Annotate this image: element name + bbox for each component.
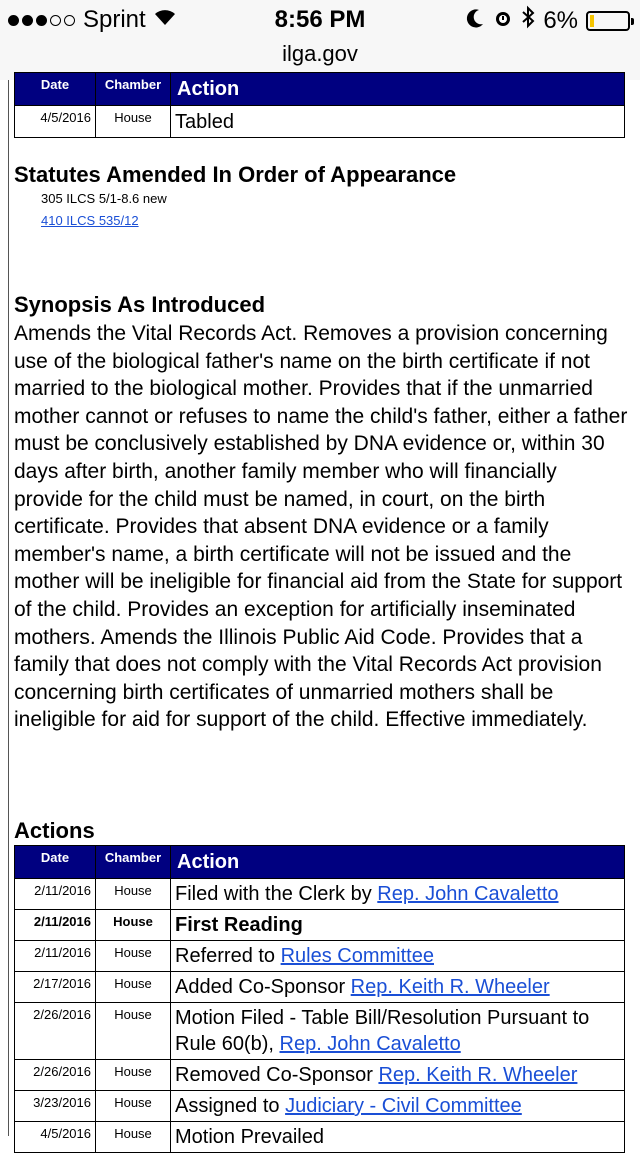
- action-text: Referred to: [175, 945, 281, 967]
- action-text: Filed with the Clerk by: [175, 883, 378, 905]
- cell-action: [171, 879, 625, 910]
- action-link[interactable]: Rep. John Cavaletto: [279, 1033, 461, 1055]
- table-header-row: [15, 73, 625, 106]
- action-link[interactable]: Judiciary - Civil Committee: [285, 1095, 522, 1117]
- header-chamber: Chamber: [96, 846, 171, 879]
- alarm-icon: [493, 7, 513, 35]
- cell-chamber: House: [96, 910, 171, 941]
- statute-link[interactable]: [41, 213, 139, 228]
- cell-chamber: House: [96, 106, 171, 138]
- header-date: Date: [15, 846, 96, 879]
- left-border: [8, 80, 9, 1136]
- action-text: Motion Filed - Table Bill/Resolution Pursuant to: [175, 1007, 590, 1029]
- cell-action: [171, 1122, 625, 1153]
- cell-chamber: House: [96, 1122, 171, 1153]
- table-row: [15, 1122, 625, 1153]
- header-action: Action: [171, 846, 625, 879]
- status-bar: [0, 0, 640, 40]
- statute-link-text[interactable]: 410 ILCS 535/12: [41, 213, 139, 228]
- cell-chamber: House: [96, 1091, 171, 1122]
- clock: 8:56 PM: [274, 6, 366, 33]
- cell-date: 2/11/2016: [15, 910, 96, 941]
- cell-date: 2/17/2016: [15, 972, 96, 1003]
- status-right: [467, 6, 630, 35]
- cell-action: Tabled: [171, 106, 625, 138]
- url-domain[interactable]: ilga.gov: [282, 41, 358, 66]
- cell-date: 2/11/2016: [15, 879, 96, 910]
- header-chamber: Chamber: [96, 73, 171, 106]
- action-text: Removed Co-Sponsor: [175, 1064, 379, 1086]
- cell-date: 2/26/2016: [15, 1003, 96, 1060]
- table-header-row: [15, 846, 625, 879]
- cell-action: [171, 1060, 625, 1091]
- action-link[interactable]: Rules Committee: [280, 945, 434, 967]
- cell-date: 2/26/2016: [15, 1060, 96, 1091]
- top-actions-table: [14, 72, 625, 138]
- synopsis-text: Amends the Vital Records Act. Removes a provision concerning use of the biological father's name on the birth certificate if not married to the biological mother. Provides that if the unmarried mother cannot or refuses to name the child's father, either a father must be conclusively established by DNA evidence or, within 30 days after birth, another family member who will financially provide for the child must be named, in court, on the birth certificate. Provides that absent DNA evidence or a family member's name, a birth certificate will not be issued and the mother will be ineligible for financial aid from the State for support of the child. Provides an exception for artificially inseminated mothers. Amends the Illinois Public Aid Code. Provides that a family that does not comply with the Vital Records Act provision concerning birth certificates of unmarried mothers shall be ineligible for aid for support of the child. Effective immediately.: [14, 322, 628, 732]
- battery-icon: [586, 11, 630, 31]
- cell-chamber: House: [96, 1003, 171, 1060]
- table-row: [15, 910, 625, 941]
- cell-date: 4/5/2016: [15, 1122, 96, 1153]
- table-row: [15, 1003, 625, 1060]
- action-link[interactable]: Rep. Keith R. Wheeler: [350, 976, 550, 998]
- page-content: [0, 77, 640, 1148]
- actions-table: [14, 845, 625, 1153]
- battery-percent: 6%: [543, 6, 578, 34]
- cell-chamber: House: [96, 879, 171, 910]
- cell-action: [171, 941, 625, 972]
- synopsis-heading: Synopsis As Introduced: [14, 292, 266, 317]
- cell-chamber: House: [96, 972, 171, 1003]
- header-action: Action: [171, 73, 625, 106]
- action-text: Added Co-Sponsor: [175, 976, 351, 998]
- action-text: Assigned to: [175, 1095, 286, 1117]
- bluetooth-icon: [521, 6, 535, 35]
- table-row: [15, 1091, 625, 1122]
- action-text: First Reading: [175, 914, 303, 936]
- action-link[interactable]: Rep. Keith R. Wheeler: [378, 1064, 578, 1086]
- cell-chamber: House: [96, 941, 171, 972]
- moon-icon: [467, 7, 485, 35]
- table-row: [15, 941, 625, 972]
- action-text-line2: Rule 60(b),: [175, 1033, 280, 1055]
- action-rows: [15, 879, 625, 1153]
- cell-date: 3/23/2016: [15, 1091, 96, 1122]
- cell-action: [171, 1091, 625, 1122]
- table-row: [15, 106, 625, 138]
- statute-item: 305 ILCS 5/1-8.6 new: [41, 191, 167, 206]
- action-link[interactable]: Rep. John Cavaletto: [377, 883, 559, 905]
- action-text: Motion Prevailed: [175, 1126, 324, 1148]
- table-row: [15, 972, 625, 1003]
- actions-heading: Actions: [14, 818, 95, 843]
- cell-chamber: House: [96, 1060, 171, 1091]
- statutes-heading: Statutes Amended In Order of Appearance: [14, 162, 457, 187]
- cell-date: 4/5/2016: [15, 106, 96, 138]
- table-row: [15, 1060, 625, 1091]
- header-date: Date: [15, 73, 96, 106]
- cell-date: 2/11/2016: [15, 941, 96, 972]
- cell-action: [171, 1003, 625, 1060]
- cell-action: [171, 972, 625, 1003]
- table-row: [15, 879, 625, 910]
- carrier-name: Sprint: [83, 6, 146, 33]
- cell-action: [171, 910, 625, 941]
